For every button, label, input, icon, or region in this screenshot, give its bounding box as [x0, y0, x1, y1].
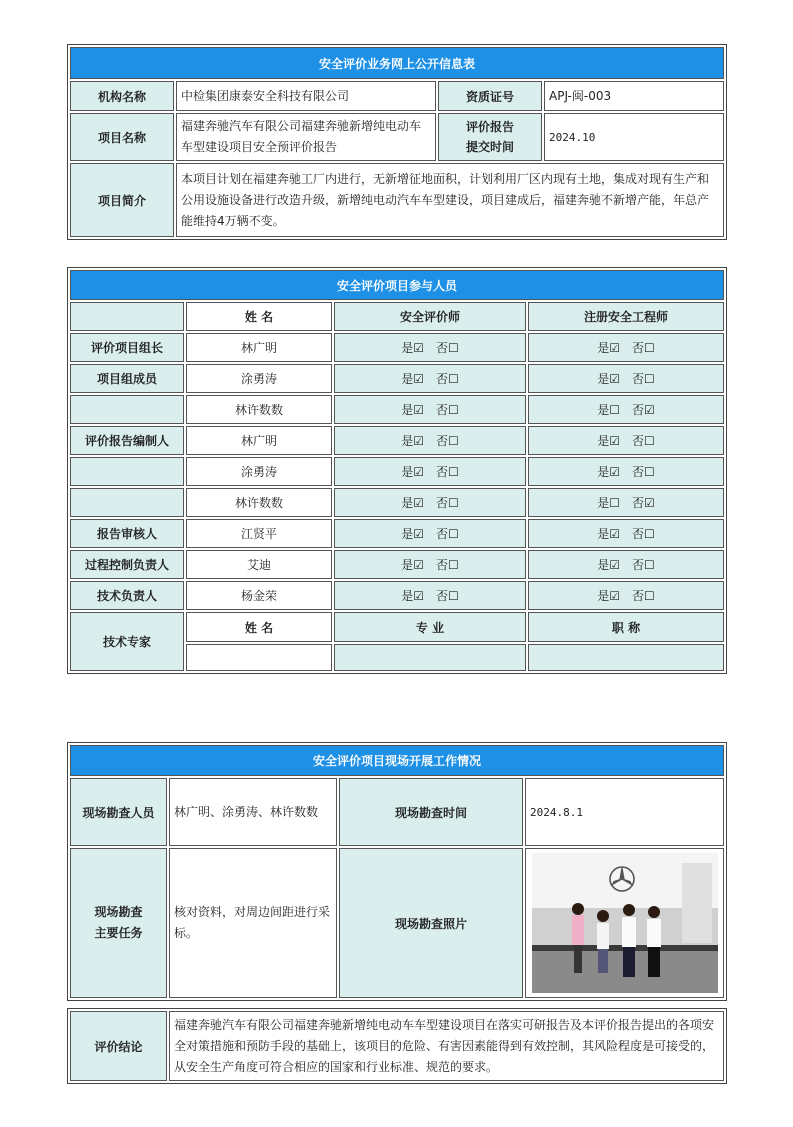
personnel-role: 项目组成员	[70, 364, 184, 393]
assessor-checkbox-cell	[334, 333, 526, 362]
personnel-name: 林广明	[186, 333, 332, 362]
assessor-no: 否☐	[436, 403, 459, 417]
info-table	[67, 44, 727, 240]
assessor-yes: 是☑	[401, 527, 424, 541]
report-time-label-line1: 评价报告	[465, 120, 514, 134]
assessor-yes: 是☑	[401, 465, 424, 479]
personnel-name: 林许数数	[186, 488, 332, 517]
assessor-no: 否☐	[436, 558, 459, 572]
personnel-name: 艾迪	[186, 550, 332, 579]
staff-value: 林广明、涂勇涛、林许数数	[169, 778, 337, 846]
personnel-role	[70, 488, 184, 517]
assessor-checkbox-cell	[334, 581, 526, 610]
report-time-label-line2: 提交时间	[465, 140, 514, 154]
expert-col-title: 职 称	[528, 612, 724, 642]
engineer-checkbox-cell	[528, 488, 724, 517]
personnel-role	[70, 395, 184, 424]
engineer-no: 否☐	[632, 465, 655, 479]
engineer-no: 否☐	[632, 527, 655, 541]
personnel-name: 涂勇涛	[186, 364, 332, 393]
engineer-yes: 是☑	[597, 465, 620, 479]
org-label: 机构名称	[70, 81, 174, 111]
assessor-checkbox-cell	[334, 364, 526, 393]
report-time-value: 2024.10	[544, 113, 724, 161]
personnel-role: 技术负责人	[70, 581, 184, 610]
personnel-name: 林许数数	[186, 395, 332, 424]
engineer-no: 否☐	[632, 434, 655, 448]
expert-title-cell	[528, 644, 724, 671]
assessor-yes: 是☑	[401, 341, 424, 355]
personnel-role	[70, 457, 184, 486]
assessor-no: 否☐	[436, 589, 459, 603]
personnel-role: 报告审核人	[70, 519, 184, 548]
expert-col-name: 姓 名	[186, 612, 332, 642]
assessor-no: 否☐	[436, 496, 459, 510]
personnel-name: 涂勇涛	[186, 457, 332, 486]
engineer-yes: 是☐	[597, 496, 620, 510]
site-work-table	[67, 742, 727, 1001]
task-label-line1: 现场勘查	[94, 905, 143, 919]
intro-value: 本项目计划在福建奔驰工厂内进行，无新增征地面积，计划利用厂区内现有土地，集成对现有生产和公用设施设备进行改造升级，新增纯电动汽车车型建设，项目建成后，福建奔驰不新增产能，年总产能维持4万辆不变。	[176, 163, 724, 237]
engineer-checkbox-cell	[528, 457, 724, 486]
time-value: 2024.8.1	[525, 778, 724, 846]
engineer-no: 否☐	[632, 558, 655, 572]
assessor-no: 否☐	[436, 341, 459, 355]
project-value: 福建奔驰汽车有限公司福建奔驰新增纯电动车车型建设项目安全预评价报告	[176, 113, 436, 161]
cert-label: 资质证号	[438, 81, 542, 111]
engineer-yes: 是☑	[597, 434, 620, 448]
personnel-role: 评价报告编制人	[70, 426, 184, 455]
site-photo	[532, 853, 718, 993]
engineer-yes: 是☑	[597, 589, 620, 603]
project-label: 项目名称	[70, 113, 174, 161]
assessor-checkbox-cell	[334, 488, 526, 517]
personnel-row	[70, 550, 724, 579]
site-work-title: 安全评价项目现场开展工作情况	[70, 745, 724, 776]
personnel-row	[70, 488, 724, 517]
engineer-checkbox-cell	[528, 395, 724, 424]
staff-label: 现场勘查人员	[70, 778, 167, 846]
conclusion-table	[67, 1008, 727, 1084]
cert-value: APJ-闽-003	[544, 81, 724, 111]
assessor-no: 否☐	[436, 527, 459, 541]
info-table-title: 安全评价业务网上公开信息表	[70, 47, 724, 79]
personnel-row	[70, 519, 724, 548]
assessor-checkbox-cell	[334, 519, 526, 548]
personnel-row	[70, 581, 724, 610]
col-assessor-header: 安全评价师	[334, 302, 526, 331]
engineer-yes: 是☑	[597, 558, 620, 572]
personnel-table	[67, 267, 727, 674]
conclusion-value: 福建奔驰汽车有限公司福建奔驰新增纯电动车车型建设项目在落实可研报告及本评价报告提出的各项安全对策措施和预防手段的基础上，该项目的危险、有害因素能得到有效控制，其风险程度是可接受的，从安全生产角度可符合相应的国家和行业标准、规范的要求。	[169, 1011, 724, 1081]
personnel-role: 过程控制负责人	[70, 550, 184, 579]
assessor-checkbox-cell	[334, 426, 526, 455]
assessor-checkbox-cell	[334, 457, 526, 486]
engineer-yes: 是☐	[597, 403, 620, 417]
assessor-yes: 是☑	[401, 558, 424, 572]
engineer-no: 否☑	[632, 403, 655, 417]
personnel-row	[70, 333, 724, 362]
engineer-checkbox-cell	[528, 550, 724, 579]
engineer-checkbox-cell	[528, 364, 724, 393]
conclusion-label: 评价结论	[70, 1011, 167, 1081]
personnel-name: 江贤平	[186, 519, 332, 548]
personnel-name: 杨金荣	[186, 581, 332, 610]
org-value: 中检集团康泰安全科技有限公司	[176, 81, 436, 111]
assessor-no: 否☐	[436, 372, 459, 386]
engineer-yes: 是☑	[597, 341, 620, 355]
personnel-row	[70, 395, 724, 424]
expert-major-cell	[334, 644, 526, 671]
header-blank	[70, 302, 184, 331]
assessor-yes: 是☑	[401, 496, 424, 510]
engineer-checkbox-cell	[528, 333, 724, 362]
personnel-row	[70, 426, 724, 455]
col-name-header: 姓 名	[186, 302, 332, 331]
engineer-checkbox-cell	[528, 581, 724, 610]
personnel-role: 评价项目组长	[70, 333, 184, 362]
task-label-line2: 主要任务	[94, 926, 143, 940]
assessor-yes: 是☑	[401, 372, 424, 386]
assessor-yes: 是☑	[401, 434, 424, 448]
assessor-checkbox-cell	[334, 550, 526, 579]
personnel-row	[70, 457, 724, 486]
personnel-table-title: 安全评价项目参与人员	[70, 270, 724, 300]
engineer-no: 否☑	[632, 496, 655, 510]
col-engineer-header: 注册安全工程师	[528, 302, 724, 331]
assessor-no: 否☐	[436, 465, 459, 479]
assessor-checkbox-cell	[334, 395, 526, 424]
personnel-row	[70, 364, 724, 393]
engineer-checkbox-cell	[528, 519, 724, 548]
photo-cell	[525, 848, 724, 998]
engineer-yes: 是☑	[597, 372, 620, 386]
expert-label: 技术专家	[70, 612, 184, 671]
expert-name-cell	[186, 644, 332, 671]
report-time-label	[438, 113, 542, 161]
engineer-yes: 是☑	[597, 527, 620, 541]
engineer-no: 否☐	[632, 341, 655, 355]
engineer-no: 否☐	[632, 589, 655, 603]
task-label	[70, 848, 167, 998]
assessor-yes: 是☑	[401, 589, 424, 603]
engineer-checkbox-cell	[528, 426, 724, 455]
time-label: 现场勘查时间	[339, 778, 523, 846]
expert-col-major: 专 业	[334, 612, 526, 642]
engineer-no: 否☐	[632, 372, 655, 386]
assessor-no: 否☐	[436, 434, 459, 448]
photo-label: 现场勘查照片	[339, 848, 523, 998]
assessor-yes: 是☑	[401, 403, 424, 417]
personnel-name: 林广明	[186, 426, 332, 455]
task-value: 核对资料，对周边间距进行采标。	[169, 848, 337, 998]
intro-label: 项目简介	[70, 163, 174, 237]
